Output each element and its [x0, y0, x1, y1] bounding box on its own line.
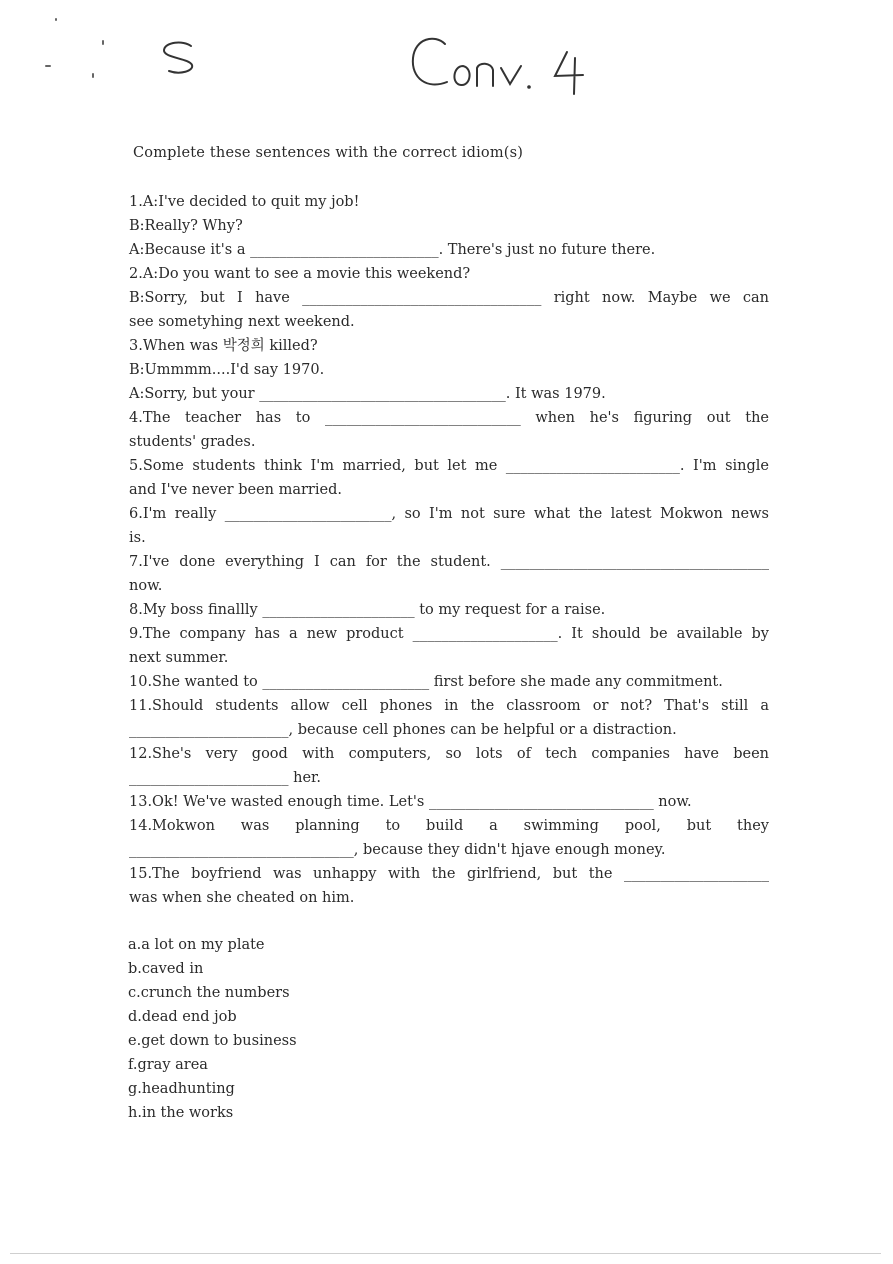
exercise-line: now. [129, 578, 163, 594]
exercise-line: 9.The company has a new product ____________________. It should be available by [129, 626, 769, 642]
exercise-line: 6.I'm really _______________________, so I'm not sure what the latest Mokwon news [129, 506, 769, 522]
handwritten-page-mark [155, 38, 205, 78]
stray-mark [55, 18, 57, 21]
exercise-line: ______________________ her. [129, 770, 321, 786]
exercise-line: B:Really? Why? [129, 218, 243, 234]
stray-mark [45, 65, 51, 67]
exercise-line: and I've never been married. [129, 482, 342, 498]
idiom-option: e.get down to business [128, 1033, 297, 1049]
exercise-line: 4.The teacher has to ___________________________ when he's figuring out the [129, 410, 769, 426]
scan-edge-line [10, 1253, 881, 1254]
instructions: Complete these sentences with the correct idiom(s) [133, 145, 524, 161]
stray-mark [102, 40, 104, 45]
exercise-line: 14.Mokwon was planning to build a swimming pool, but they [129, 818, 769, 834]
exercise-line: 10.She wanted to _______________________ first before she made any commitment. [129, 674, 723, 690]
idiom-option: b.caved in [128, 961, 204, 977]
exercise-line: was when she cheated on him. [129, 890, 355, 906]
exercise-line: 1.A:I've decided to quit my job! [129, 194, 360, 210]
exercise-line: next summer. [129, 650, 229, 666]
exercise-line: A:Because it's a __________________________. There's just no future there. [129, 242, 656, 258]
exercise-line: students' grades. [129, 434, 256, 450]
idiom-option: g.headhunting [128, 1081, 235, 1097]
exercise-line: _______________________________, because they didn't hjave enough money. [129, 842, 666, 858]
exercise-line: B:Ummmm....I'd say 1970. [129, 362, 325, 378]
stray-mark [92, 73, 94, 78]
exercise-line: 12.She's very good with computers, so lots of tech companies have been [129, 746, 769, 762]
idiom-options-list [128, 933, 428, 1125]
idiom-option: a.a lot on my plate [128, 937, 265, 953]
idiom-option: f.gray area [128, 1057, 208, 1073]
exercise-line: 15.The boyfriend was unhappy with the girlfriend, but the ____________________ [129, 866, 769, 882]
exercise-line: is. [129, 530, 146, 546]
exercise-line: A:Sorry, but your __________________________________. It was 1979. [129, 386, 606, 402]
exercise-line: 2.A:Do you want to see a movie this weekend? [129, 266, 471, 282]
idiom-option: h.in the works [128, 1105, 234, 1121]
exercise-line: see sometyhing next weekend. [129, 314, 355, 330]
exercise-line: 3.When was 박정희 killed? [129, 338, 318, 354]
exercise-line: 11.Should students allow cell phones in the classroom or not? That's still a [129, 698, 769, 714]
exercise-line: 5.Some students think I'm married, but let me ________________________. I'm single [129, 458, 769, 474]
exercise-sentences [129, 190, 769, 910]
exercise-line: 13.Ok! We've wasted enough time. Let's _______________________________ now. [129, 794, 692, 810]
idiom-option: c.crunch the numbers [128, 985, 290, 1001]
exercise-line: B:Sorry, but I have _________________________________ right now. Maybe we can [129, 290, 769, 306]
exercise-line: ______________________, because cell phones can be helpful or a distraction. [129, 722, 677, 738]
handwritten-heading [405, 30, 600, 100]
idiom-option: d.dead end job [128, 1009, 237, 1025]
exercise-line: 8.My boss finallly _____________________ to my request for a raise. [129, 602, 606, 618]
exercise-line: 7.I've done everything I can for the student. _____________________________________ [129, 554, 769, 570]
